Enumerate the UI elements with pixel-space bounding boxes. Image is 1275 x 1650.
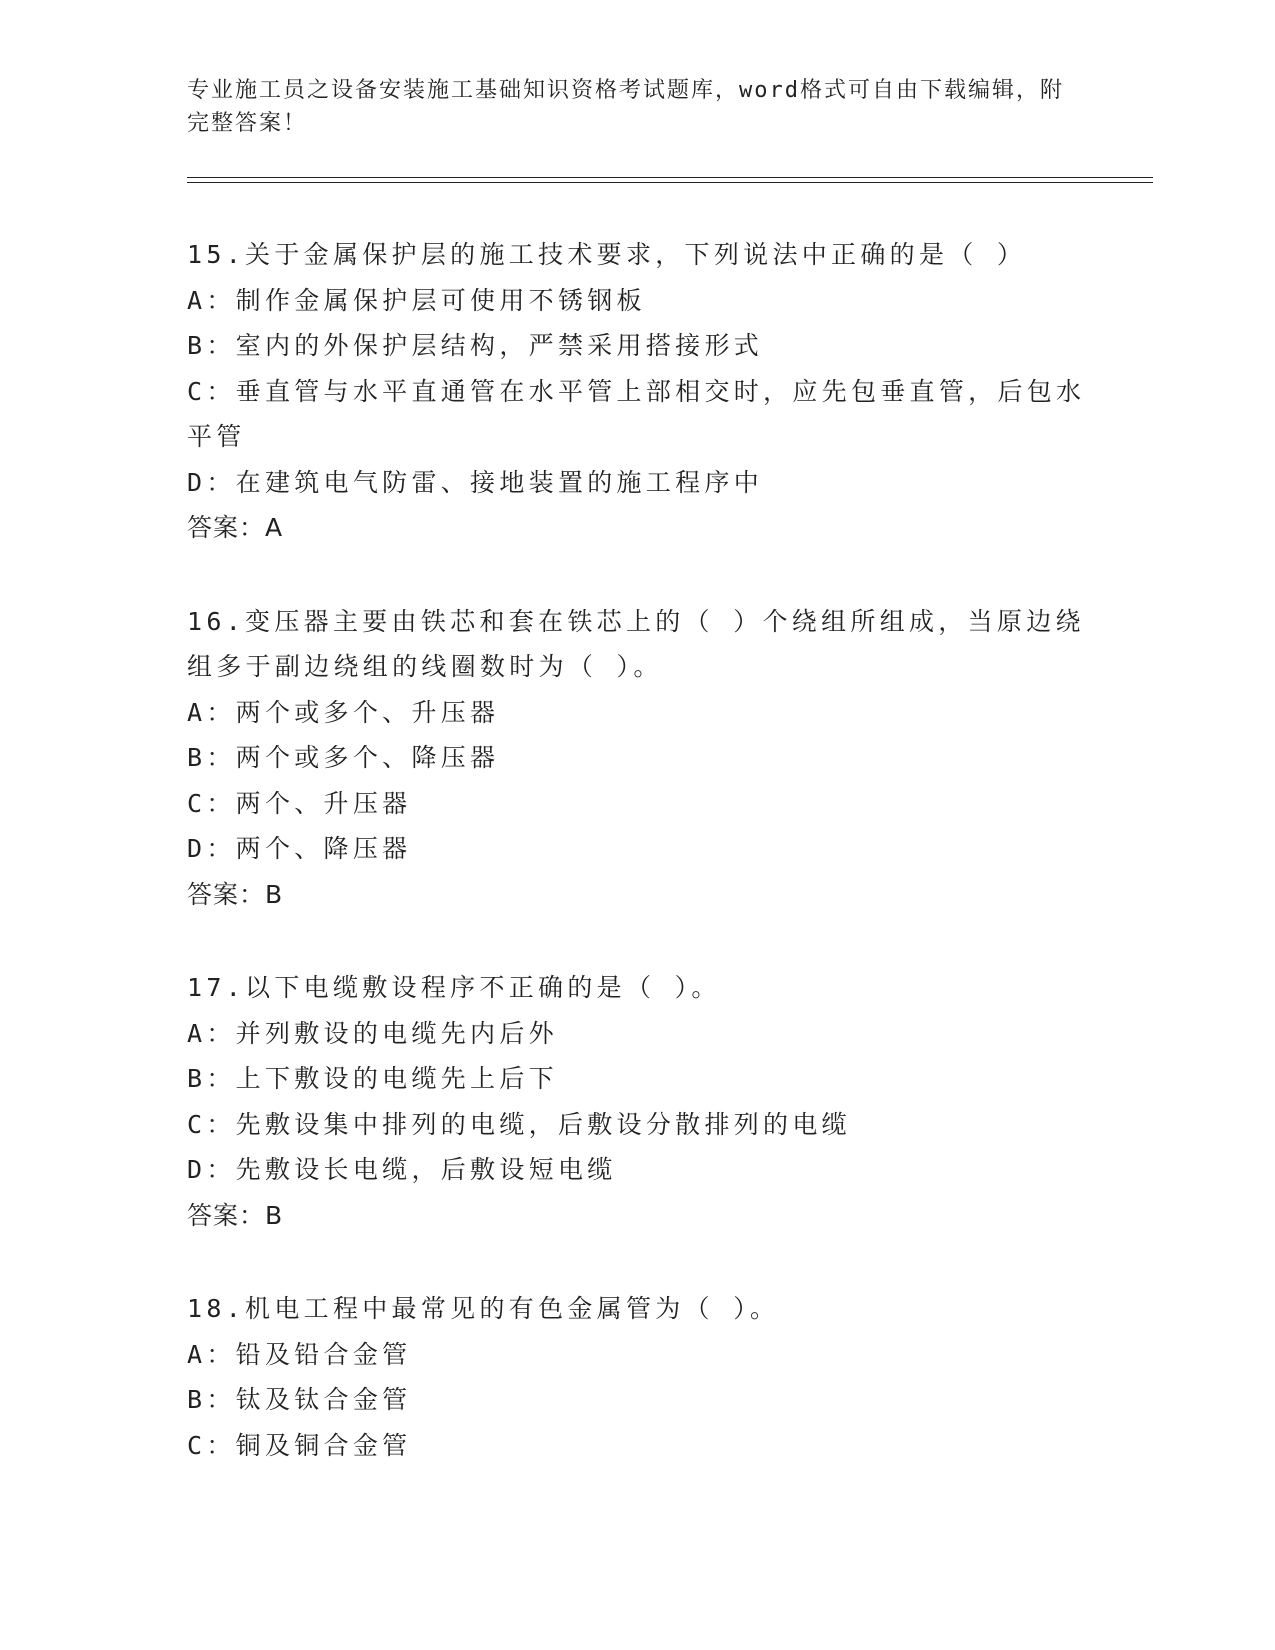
option-d: D：两个、降压器 — [187, 834, 412, 863]
option-d: D：先敷设长电缆，后敷设短电缆 — [187, 1155, 617, 1184]
option-d: D：在建筑电气防雷、接地装置的施工程序中 — [187, 467, 764, 497]
option-b: B：上下敷设的电缆先上后下 — [187, 1064, 558, 1093]
question-stem: 15.关于金属保护层的施工技术要求，下列说法中正确的是（ ） — [187, 240, 1027, 269]
question-stem: 17.以下电缆敷设程序不正确的是（ ）。 — [187, 973, 721, 1002]
option-a: A：两个或多个、升压器 — [187, 697, 500, 727]
option-c: C：铜及铜合金管 — [187, 1430, 412, 1460]
option-b: B：室内的外保护层结构，严禁采用搭接形式 — [187, 331, 764, 360]
option-c: C：两个、升压器 — [187, 788, 412, 818]
option-a: A：并列敷设的电缆先内后外 — [187, 1018, 558, 1048]
answer-label: 答案：A — [187, 513, 284, 542]
question-18 — [187, 1286, 1087, 1468]
option-b: B：两个或多个、降压器 — [187, 743, 500, 772]
question-17 — [187, 965, 1087, 1238]
option-c: C：先敷设集中排列的电缆，后敷设分散排列的电缆 — [187, 1109, 851, 1139]
option-a: A：制作金属保护层可使用不锈钢板 — [187, 285, 646, 315]
question-16 — [187, 599, 1087, 918]
document-intro: 专业施工员之设备安装施工基础知识资格考试题库，word格式可自由下载编辑，附完整答案！ — [187, 78, 1064, 136]
question-15 — [187, 232, 1087, 551]
question-stem: 16.变压器主要由铁芯和套在铁芯上的（ ）个绕组所组成，当原边绕组多于副边绕组的线圈数时为（ ）。 — [187, 606, 1085, 681]
answer-label: 答案：B — [187, 1200, 284, 1230]
question-list — [187, 232, 1087, 1516]
option-c: C：垂直管与水平直通管在水平管上部相交时，应先包垂直管，后包水平管 — [187, 376, 1086, 451]
header-divider-top — [187, 177, 1153, 178]
question-stem: 18.机电工程中最常见的有色金属管为（ ）。 — [187, 1294, 780, 1323]
option-b: B：钛及钛合金管 — [187, 1385, 412, 1414]
option-a: A：铅及铅合金管 — [187, 1339, 412, 1369]
answer-label: 答案：B — [187, 879, 284, 909]
header-divider-bottom — [187, 182, 1153, 183]
